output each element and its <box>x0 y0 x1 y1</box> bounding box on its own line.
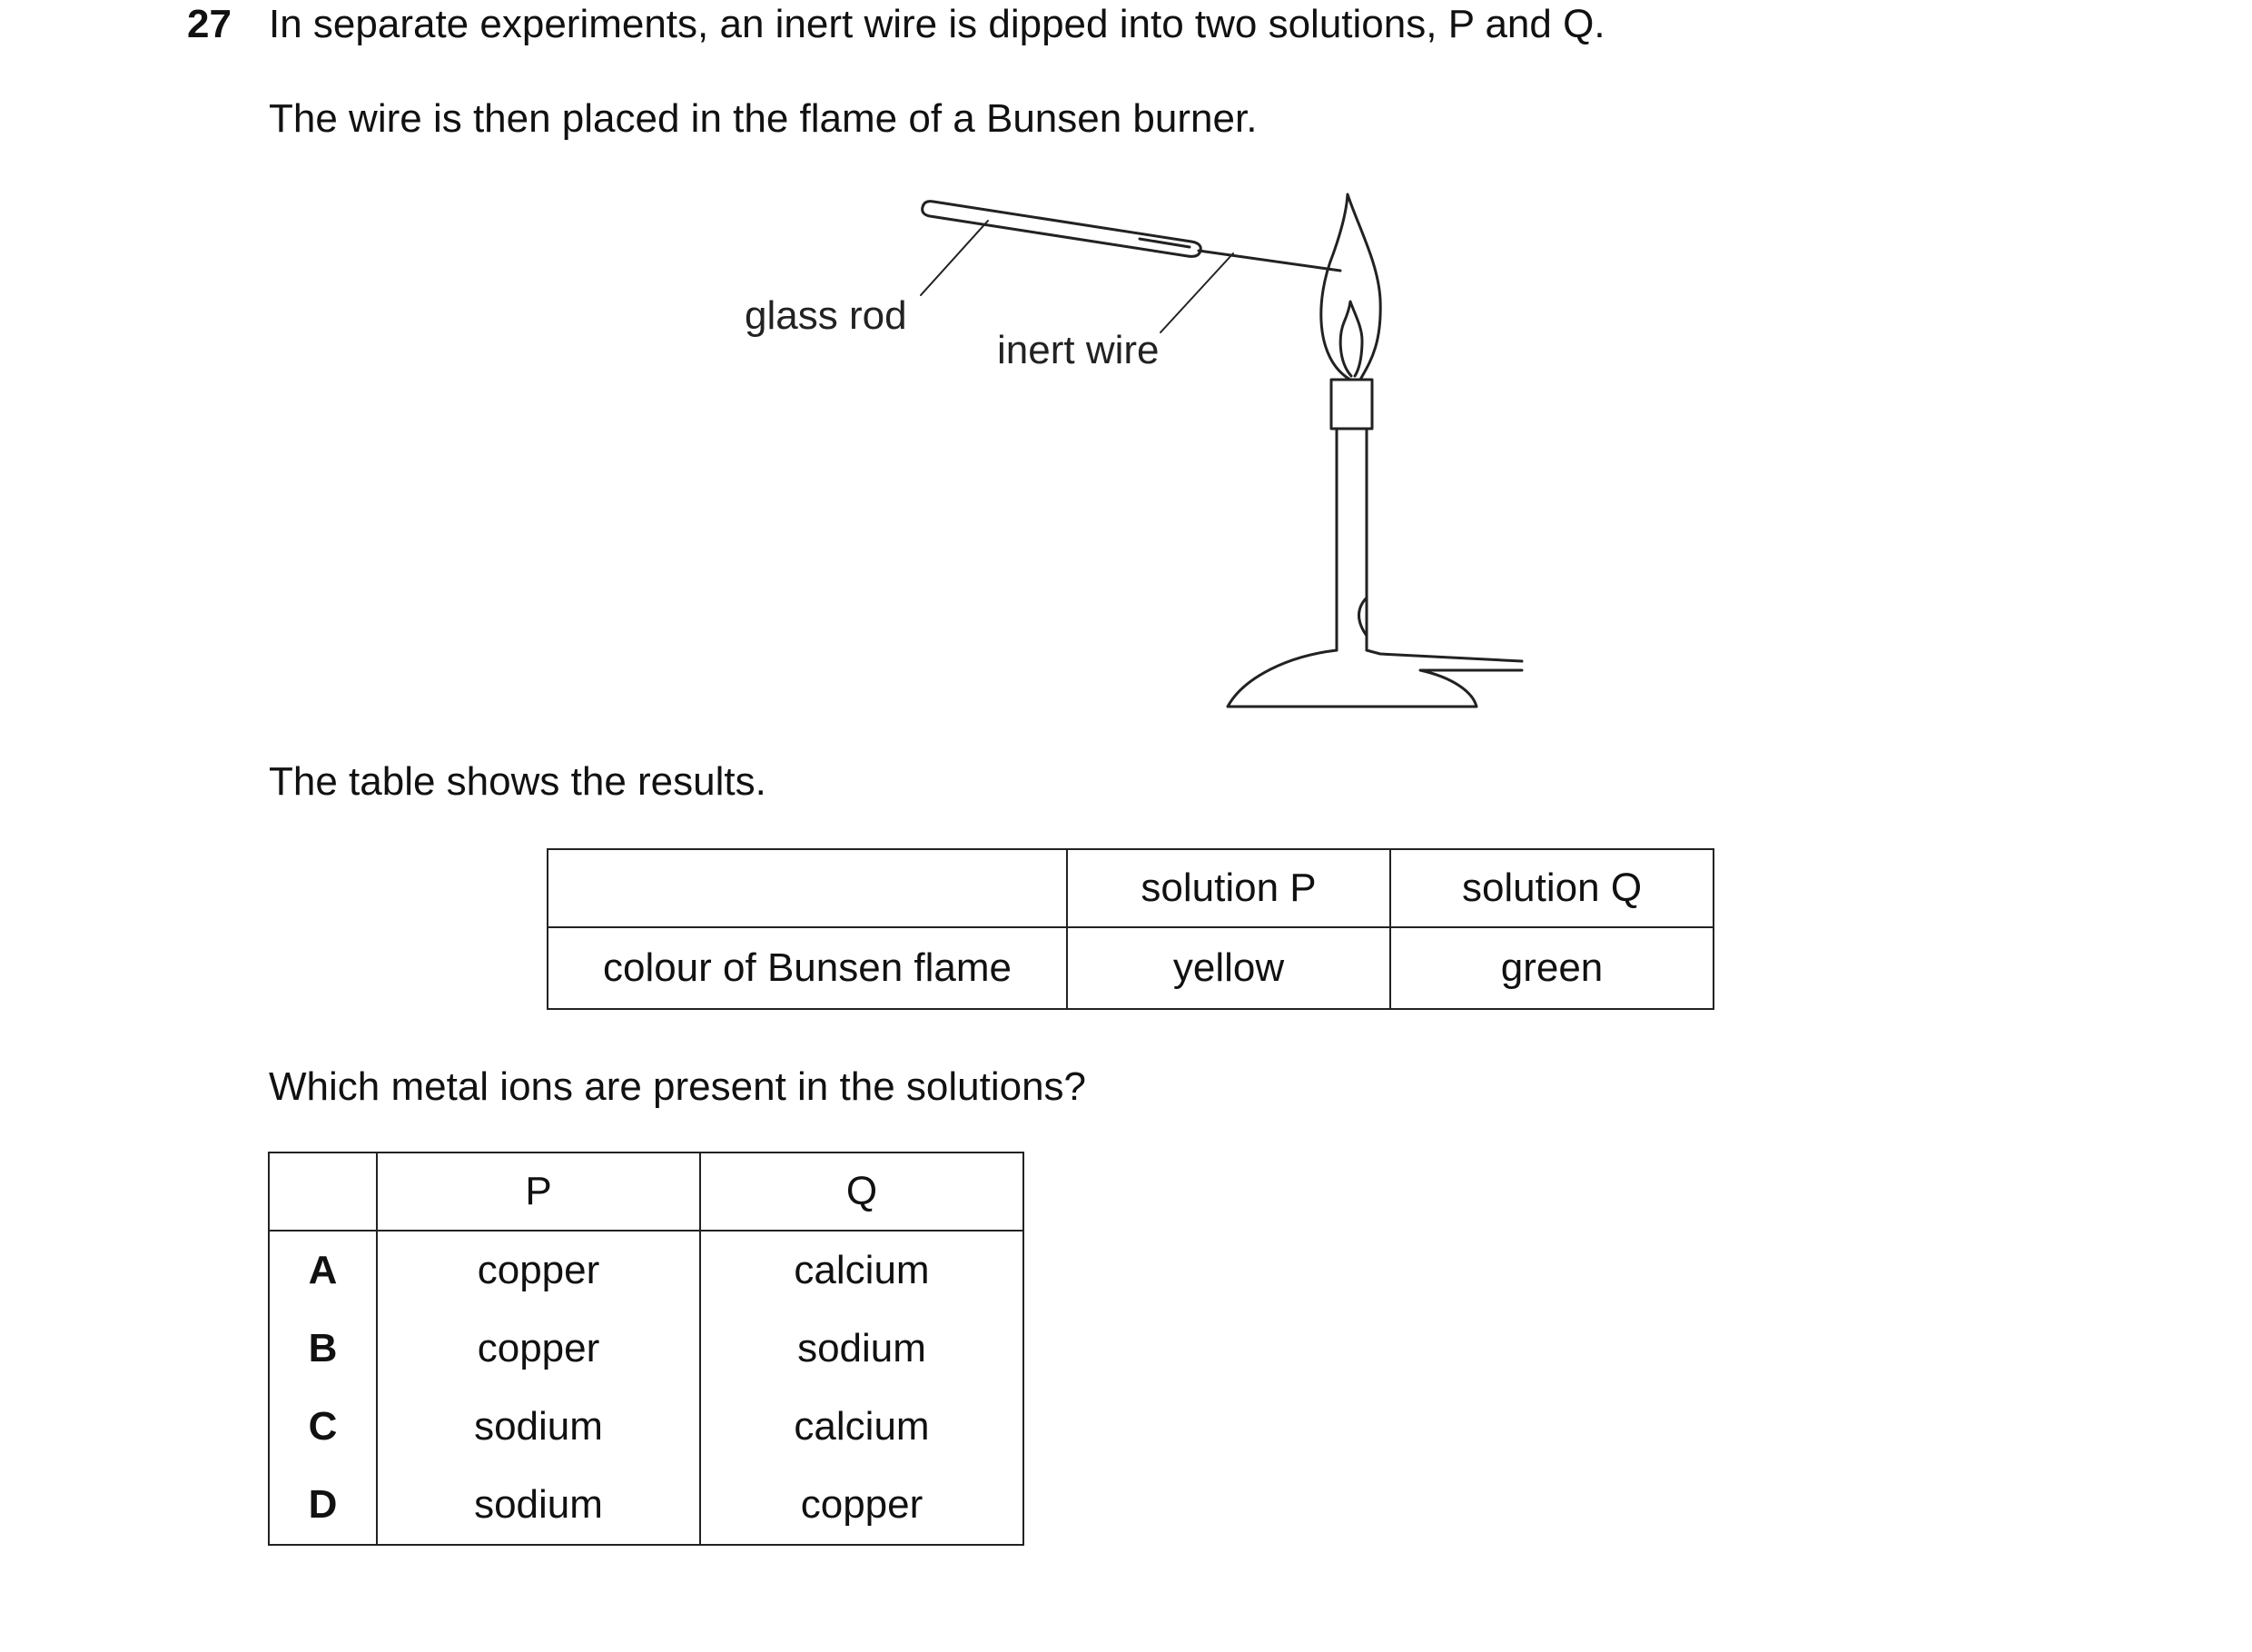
results-row-label: colour of Bunsen flame <box>548 927 1067 1009</box>
option-q-value: sodium <box>700 1310 1023 1388</box>
question-intro: In separate experiments, an inert wire is dipped into two solutions, P and Q. <box>269 2 1605 46</box>
table-intro: The table shows the results. <box>269 759 766 804</box>
options-header-blank <box>269 1152 377 1231</box>
glass-rod-label: glass rod <box>745 293 907 338</box>
option-letter: B <box>269 1310 377 1388</box>
results-row <box>548 927 1714 1009</box>
results-header-solution-q: solution Q <box>1390 849 1714 927</box>
question-line-2: The wire is then placed in the flame of a Bunsen burner. <box>269 96 1258 141</box>
option-letter: D <box>269 1466 377 1545</box>
results-table <box>547 848 1714 1010</box>
option-p-value: copper <box>377 1310 700 1388</box>
options-header-q: Q <box>700 1152 1023 1231</box>
option-q-value: calcium <box>700 1231 1023 1310</box>
option-row-c[interactable] <box>269 1388 1023 1466</box>
option-p-value: sodium <box>377 1388 700 1466</box>
bunsen-burner-icon <box>1228 380 1522 707</box>
options-header-row <box>269 1152 1023 1231</box>
option-letter: A <box>269 1231 377 1310</box>
option-row-d[interactable] <box>269 1466 1023 1545</box>
option-row-a[interactable] <box>269 1231 1023 1310</box>
results-solution-q-value: green <box>1390 927 1714 1009</box>
option-q-value: calcium <box>700 1388 1023 1466</box>
option-row-b[interactable] <box>269 1310 1023 1388</box>
option-p-value: sodium <box>377 1466 700 1545</box>
bunsen-burner-diagram <box>0 0 2252 745</box>
flame-icon <box>1321 194 1380 380</box>
options-table <box>268 1152 1024 1546</box>
option-p-value: copper <box>377 1231 700 1310</box>
inert-wire-label: inert wire <box>997 328 1160 372</box>
question-prompt: Which metal ions are present in the solutions? <box>269 1064 1087 1109</box>
question-number: 27 <box>187 2 232 46</box>
option-letter: C <box>269 1388 377 1466</box>
option-q-value: copper <box>700 1466 1023 1545</box>
results-header-row <box>548 849 1714 927</box>
options-header-p: P <box>377 1152 700 1231</box>
results-header-solution-p: solution P <box>1067 849 1390 927</box>
results-header-blank <box>548 849 1067 927</box>
results-solution-p-value: yellow <box>1067 927 1390 1009</box>
